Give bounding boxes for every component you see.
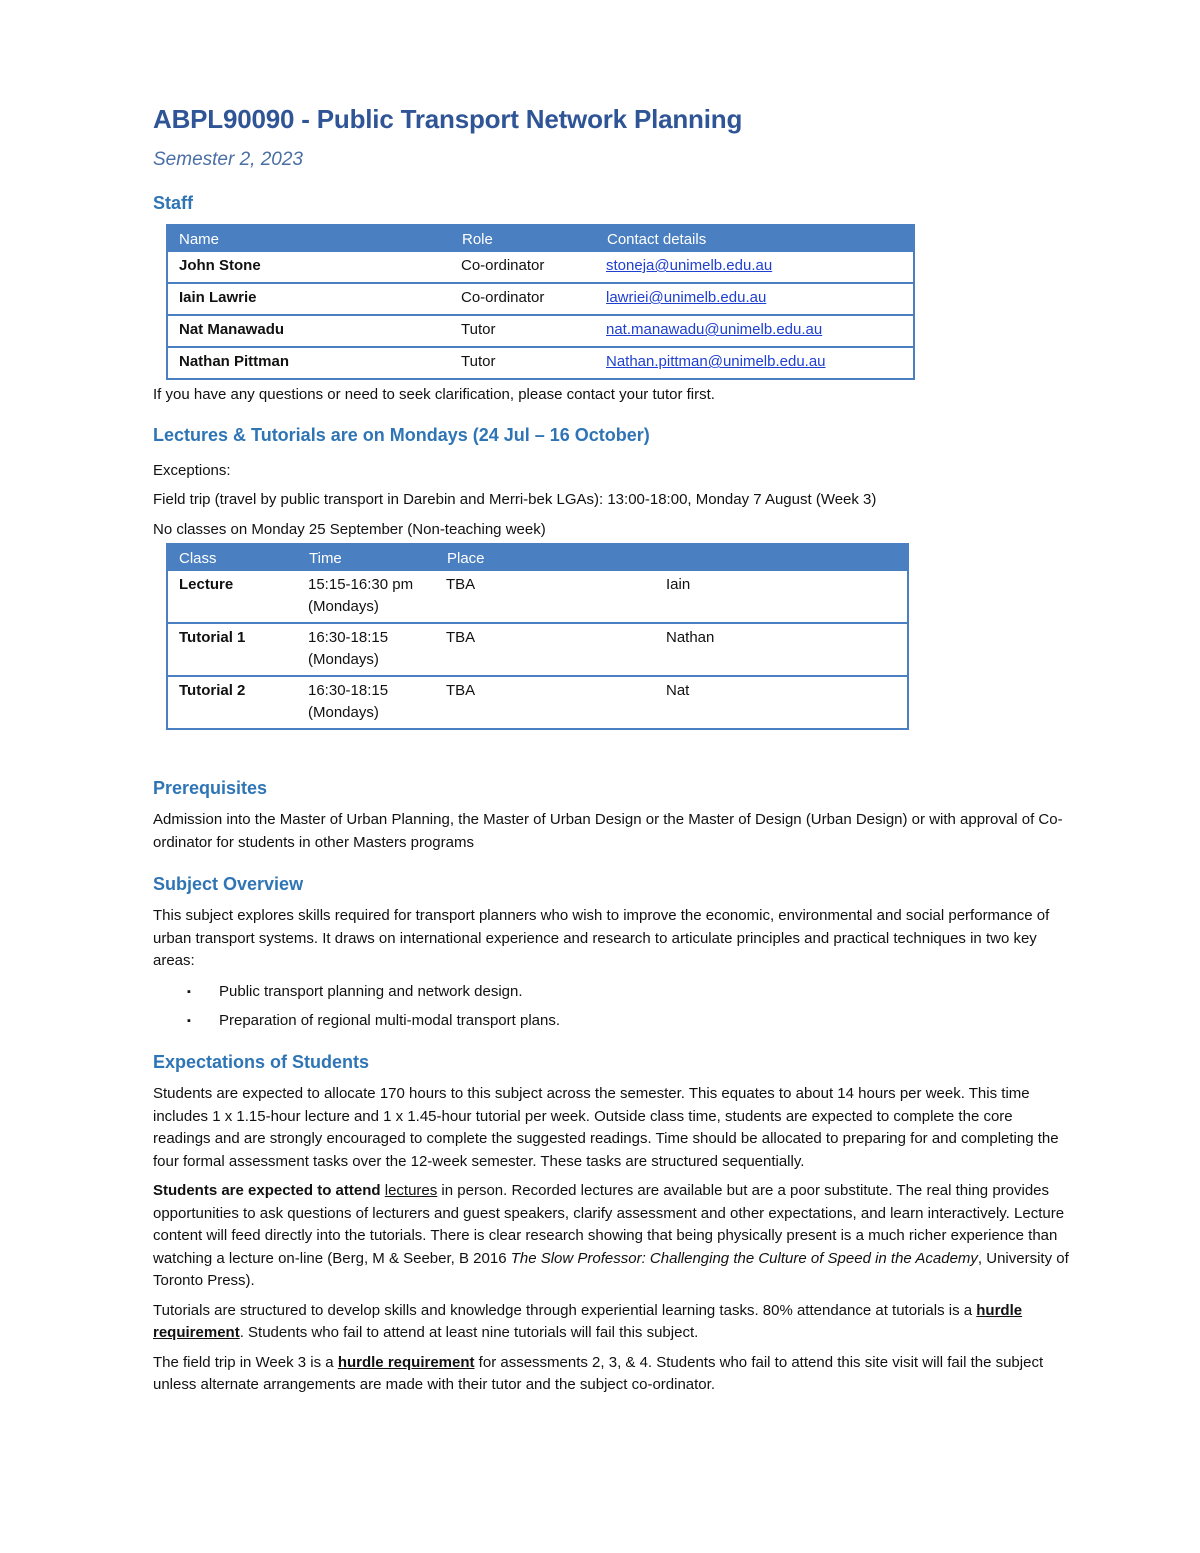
book-title: The Slow Professor: Challenging the Culture of Speed in the Academy <box>510 1249 978 1267</box>
exception-field-trip: Field trip (travel by public transport in Darebin and Merri-bek LGAs): 13:00-18:00, Monday 7 August (Week 3) <box>153 491 877 508</box>
staff-role: Tutor <box>450 347 595 379</box>
class-place: TBA <box>435 570 655 623</box>
email-link[interactable]: stoneja@unimelb.edu.au <box>606 257 773 274</box>
column-header: Role <box>450 225 595 251</box>
class-time: 16:30-18:15 <box>308 629 389 646</box>
overview-list <box>153 981 1073 1033</box>
page-title: ABPL90090 - Public Transport Network Planning <box>153 104 743 134</box>
staff-role: Co-ordinator <box>450 283 595 315</box>
exceptions-label: Exceptions: <box>153 461 231 479</box>
column-header: Place <box>435 544 655 570</box>
lectures-underlined: lectures <box>384 1182 438 1199</box>
exception-no-classes: No classes on Monday 25 September (Non-teaching week) <box>153 520 546 538</box>
hurdle-requirement-text: hurdle requirement <box>153 1301 1023 1341</box>
staff-name: Nathan Pittman <box>167 347 450 379</box>
table-row <box>167 283 914 315</box>
expectations-paragraph-3: Tutorials are structured to develop skills and knowledge through experiential learning tasks. 80% attendance at tutorials is a hurdle requirement. Students who fail to attend at least nine tutorials will fail this subject. <box>153 1301 1023 1341</box>
prerequisites-text: Admission into the Master of Urban Planning, the Master of Urban Design or the Master of Design (Urban Design) or with approval of Co-ordinator for students in other Masters programs <box>153 811 1063 851</box>
expectations-paragraph-2: Students are expected to attend lectures in person. Recorded lectures are available but are a poor substitute. The real thing provides opportunities to ask questions of lecturers and guest speakers, clarify assessment and other expectations, and learn interactively. Lecture content will feed directly into the tutorials. There is clear research showing that being physically present is a much richer experience than watching a lecture on-line (Berg, M & Seeber, B 2016 The Slow Professor: Challenging the Culture of Speed in the Academy, University of Toronto Press). <box>153 1182 1069 1289</box>
document-page <box>153 104 1073 1404</box>
list-item: ▪ Preparation of regional multi-modal transport plans. <box>219 1010 1073 1032</box>
prerequisites-heading: Prerequisites <box>153 778 268 798</box>
schedule-table-header <box>167 544 908 570</box>
class-place: TBA <box>435 676 655 729</box>
class-name: Tutorial 1 <box>167 623 297 676</box>
table-row <box>167 347 914 379</box>
overview-heading: Subject Overview <box>153 874 304 894</box>
table-row <box>167 676 908 729</box>
email-link[interactable]: Nathan.pittman@unimelb.edu.au <box>606 353 826 370</box>
class-day: (Mondays) <box>308 598 379 615</box>
class-staff: Nathan <box>655 623 908 676</box>
hurdle-requirement-text: hurdle requirement <box>337 1353 475 1371</box>
class-staff: Iain <box>655 570 908 623</box>
table-row <box>167 251 914 283</box>
expectations-paragraph-4: The field trip in Week 3 is a hurdle requirement for assessments 2, 3, & 4. Students who fail to attend this site visit will fail the subject unless alternate arrangements are made with their tutor and the subject co-ordinator. <box>153 1353 1044 1393</box>
staff-table <box>166 224 915 380</box>
class-place: TBA <box>435 623 655 676</box>
column-header: Time <box>297 544 435 570</box>
column-header: Name <box>167 225 450 251</box>
staff-role: Co-ordinator <box>450 251 595 283</box>
class-time: 15:15-16:30 pm <box>308 576 414 593</box>
email-link[interactable]: lawriei@unimelb.edu.au <box>606 289 767 306</box>
table-row <box>167 623 908 676</box>
staff-note: If you have any questions or need to seek clarification, please contact your tutor first. <box>153 386 715 403</box>
class-staff: Nat <box>655 676 908 729</box>
class-name: Lecture <box>167 570 297 623</box>
list-item: ▪ Public transport planning and network design. <box>219 981 1073 1003</box>
staff-name: John Stone <box>167 251 450 283</box>
class-day: (Mondays) <box>308 704 379 721</box>
table-row <box>167 570 908 623</box>
class-name: Tutorial 2 <box>167 676 297 729</box>
table-row <box>167 315 914 347</box>
staff-name: Iain Lawrie <box>167 283 450 315</box>
page-subtitle: Semester 2, 2023 <box>153 149 303 170</box>
expectations-paragraph-1: Students are expected to allocate 170 hours to this subject across the semester. This equates to about 14 hours per week. This time includes 1 x 1.15-hour lecture and 1 x 1.45-hour tutorial per week. Outside class time, students are expected to complete the core readings and are strongly encouraged to complete the suggested readings. Time should be allocated to preparing for and completing the four formal assessment tasks over the 12-week semester. These tasks are structured sequentially. <box>153 1085 1059 1170</box>
column-header: Class <box>167 544 297 570</box>
staff-heading: Staff <box>153 193 193 213</box>
expectations-heading: Expectations of Students <box>153 1052 370 1072</box>
column-header: Contact details <box>595 225 914 251</box>
staff-name: Nat Manawadu <box>167 315 450 347</box>
column-header <box>655 544 908 570</box>
class-day: (Mondays) <box>308 651 379 668</box>
staff-table-header <box>167 225 914 251</box>
class-time: 16:30-18:15 <box>308 682 389 699</box>
staff-role: Tutor <box>450 315 595 347</box>
attendance-bold-text: Students are expected to attend <box>153 1182 381 1199</box>
email-link[interactable]: nat.manawadu@unimelb.edu.au <box>606 321 823 338</box>
overview-text: This subject explores skills required for transport planners who wish to improve the economic, environmental and social performance of urban transport systems. It draws on international experience and research to articulate principles and practical techniques in two key areas: <box>153 907 1050 969</box>
schedule-table <box>166 543 909 730</box>
lectures-heading: Lectures & Tutorials are on Mondays (24 Jul – 16 October) <box>153 424 650 445</box>
